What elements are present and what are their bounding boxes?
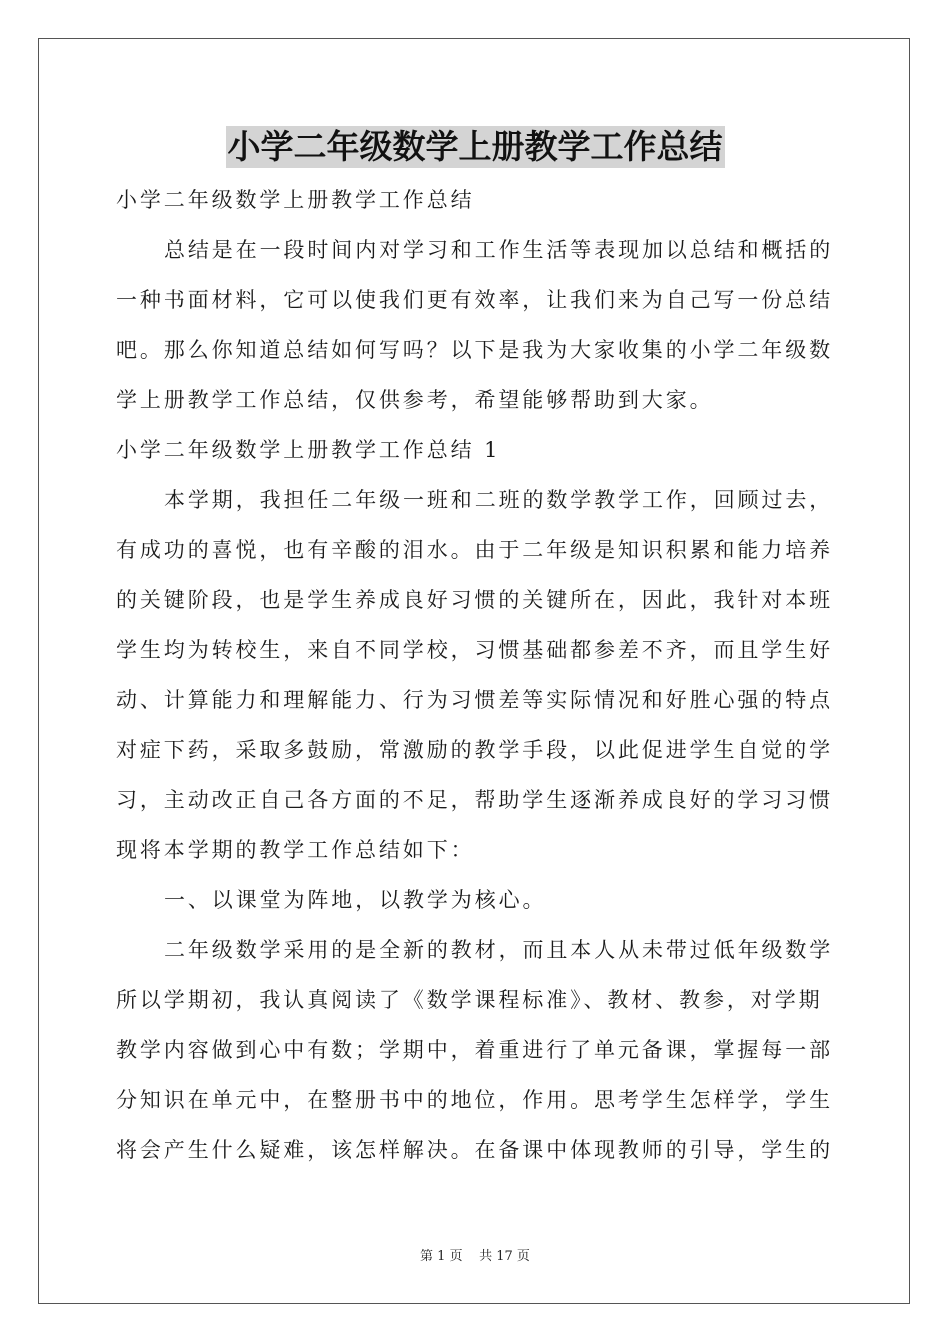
- paragraph-line: 总结是在一段时间内对学习和工作生活等表现加以总结和概括的: [164, 238, 834, 262]
- paragraph-line: 将会产生什么疑难，该怎样解决。在备课中体现教师的引导，学生的: [116, 1138, 833, 1162]
- paragraph-line: 习，主动改正自己各方面的不足，帮助学生逐渐养成良好的学习习惯: [116, 788, 833, 812]
- page-total: 共 17 页: [479, 1249, 530, 1264]
- paragraph-line: 的关键阶段，也是学生养成良好习惯的关键所在，因此，我针对本班: [116, 588, 833, 612]
- paragraph-line: 学生均为转校生，来自不同学校，习惯基础都参差不齐，而且学生好: [116, 638, 833, 662]
- paragraph-line: 一种书面材料，它可以使我们更有效率，让我们来为自己写一份总结: [116, 288, 833, 312]
- paragraph-line: 有成功的喜悦，也有辛酸的泪水。由于二年级是知识积累和能力培养: [116, 538, 833, 562]
- paragraph-line: 教学内容做到心中有数；学期中，着重进行了单元备课，掌握每一部: [116, 1038, 833, 1062]
- list-heading: 一、以课堂为阵地，以教学为核心。: [164, 888, 547, 912]
- paragraph-line: 二年级数学采用的是全新的教材，而且本人从未带过低年级数学: [164, 938, 834, 962]
- paragraph-line: 分知识在单元中，在整册书中的地位，作用。思考学生怎样学，学生: [116, 1088, 833, 1112]
- page-number: 第 1 页: [420, 1249, 463, 1264]
- paragraph-line: 现将本学期的教学工作总结如下：: [116, 838, 475, 862]
- paragraph-line: 吧。那么你知道总结如何写吗？以下是我为大家收集的小学二年级数: [116, 338, 833, 362]
- paragraph-line: 动、计算能力和理解能力、行为习惯差等实际情况和好胜心强的特点: [116, 688, 833, 712]
- paragraph-line: 学上册教学工作总结，仅供参考，希望能够帮助到大家。: [116, 388, 714, 412]
- subtitle-line: 小学二年级数学上册教学工作总结: [116, 188, 475, 212]
- title-block: [0, 126, 950, 168]
- paragraph-line: 所以学期初，我认真阅读了《数学课程标准》、教材、教参，对学期: [116, 988, 823, 1012]
- paragraph-line: 对症下药，采取多鼓励，常激励的教学手段，以此促进学生自觉的学: [116, 738, 833, 762]
- document-title: 小学二年级数学上册教学工作总结: [227, 127, 723, 166]
- section-heading: 小学二年级数学上册教学工作总结 1: [116, 438, 501, 462]
- page-footer: [0, 1249, 950, 1265]
- paragraph-line: 本学期，我担任二年级一班和二班的数学教学工作，回顾过去，: [164, 488, 834, 512]
